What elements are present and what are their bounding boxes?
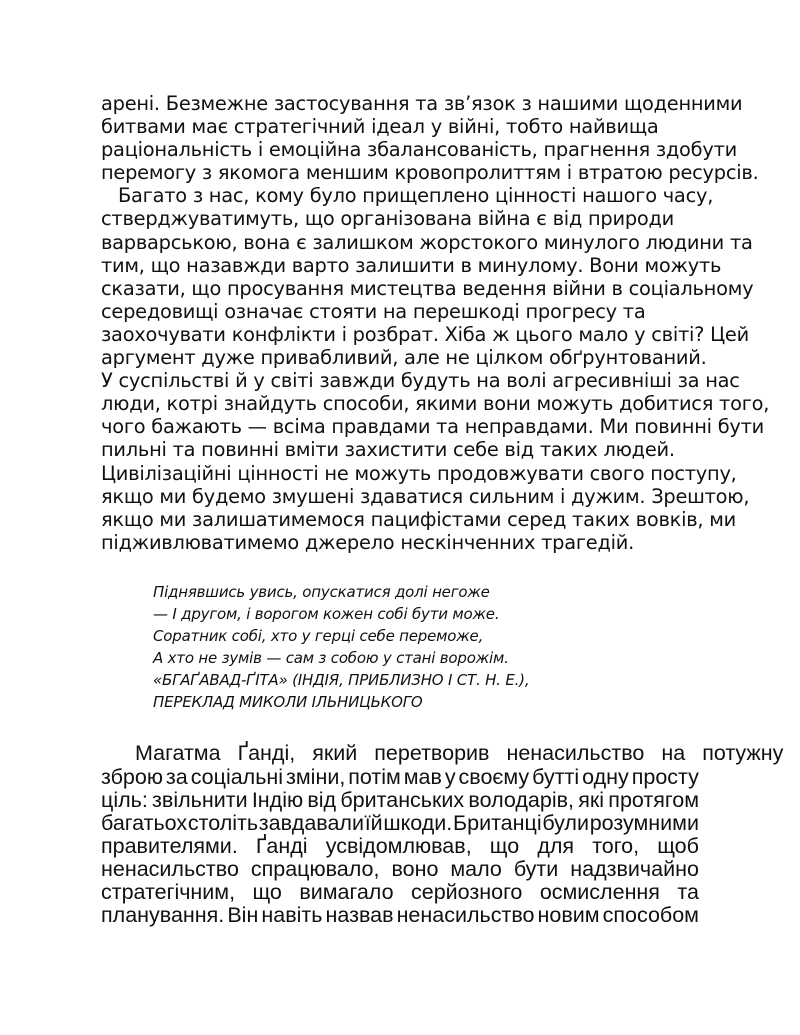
word: який: [312, 741, 358, 766]
word: перетворив: [374, 741, 490, 766]
word: назвав: [325, 903, 394, 928]
word: зміни,: [286, 764, 346, 789]
text-line: арені. Безмежне застосування та зв’язок з нашими щоденними: [101, 92, 743, 115]
word: для: [537, 833, 575, 858]
word: мало: [450, 856, 502, 881]
text-line: битвами має стратегічний ідеал у війні, тобто найвища: [101, 115, 659, 139]
word: ціль:: [101, 787, 148, 812]
word: їй: [364, 810, 383, 835]
text-line: тим, що назавжди варто залишити в минулому. Вони можуть: [101, 253, 722, 277]
word: Британці: [453, 810, 542, 835]
text-line: якщо ми залишатимемося пацифістами серед таких вовків, ми: [101, 507, 736, 531]
word: та: [677, 880, 699, 904]
word: володарів,: [468, 787, 574, 812]
text-line: сказати, що просування мистецтва ведення війни в соціальному: [101, 276, 754, 300]
word: що: [489, 833, 520, 858]
word: способом: [602, 903, 699, 928]
word: спрацювало,: [250, 856, 380, 881]
text-line: [101, 835, 699, 858]
word: надзвичайно: [570, 856, 699, 881]
document-page: [101, 92, 784, 928]
word: ненасильство: [101, 856, 239, 881]
quote-translator: ПЕРЕКЛАД МИКОЛИ ІЛЬНИЦЬКОГО: [153, 693, 423, 712]
word: планування.: [101, 903, 225, 928]
word: були: [542, 810, 589, 835]
word: за: [165, 764, 188, 789]
word: багатьох: [101, 810, 188, 835]
word: Ґанді,: [237, 741, 296, 766]
word: звільнити: [152, 787, 248, 812]
word: осмислення: [539, 880, 660, 904]
text-line: [101, 812, 699, 835]
word: Ґанді: [255, 833, 308, 858]
text-line: підживлюватимемо джерело нескінченних трагедій.: [101, 530, 635, 554]
text-line: [101, 766, 699, 789]
word: століть: [187, 810, 259, 835]
quote-line: — І другом, і ворогом кожен собі бути може.: [153, 604, 500, 623]
word: у: [444, 764, 456, 789]
paragraph-gandhi: [101, 741, 784, 928]
word: ненасильство: [396, 903, 535, 928]
word: правителями.: [101, 833, 238, 858]
word: шкоди.: [383, 810, 453, 835]
word: соціальні: [190, 764, 284, 789]
text-line: аргумент дуже привабливий, але не цілком обґрунтований.: [101, 346, 707, 370]
text-line: перемогу з якомога меншим кровопролиттям і втратою ресурсів.: [101, 161, 759, 185]
text-line: варварською, вона є залишком жорстокого минулого людини та: [101, 230, 753, 254]
text-line: Багато з нас, кому було прищеплено цінності нашого часу,: [118, 184, 714, 208]
word: щоб: [657, 833, 699, 858]
word: ненасильство: [506, 741, 645, 766]
paragraph-war-ideal: [101, 92, 770, 554]
word: потім: [348, 764, 401, 789]
text-line: люди, котрі знайдуть способи, якими вони можуть добитися того,: [101, 392, 770, 416]
word: які: [578, 787, 605, 812]
text-line: раціональність і емоційна збалансованість, прагнення здобути: [101, 138, 737, 162]
text-line: У суспільстві й у світі завжди будуть на волі агресивніші за нас: [101, 369, 740, 393]
word: Індію: [251, 787, 304, 812]
quote-line: Соратник собі, хто у герці себе переможе,: [153, 627, 484, 646]
word: воно: [391, 856, 439, 881]
word: бутті: [532, 764, 580, 789]
word: розумними: [589, 810, 699, 835]
text-line: середовищі означає стояти на перешкоді прогресу та: [101, 299, 646, 323]
word: зброю: [101, 764, 163, 789]
word: усвідомлював,: [325, 833, 472, 858]
word: британських: [340, 787, 465, 812]
word: навіть: [261, 903, 323, 928]
word: потужну: [702, 741, 784, 766]
word: новим: [537, 903, 600, 928]
text-line: [101, 789, 699, 812]
text-line: [101, 881, 699, 904]
word: бути: [513, 856, 559, 881]
word: серйозного: [410, 880, 523, 904]
word: вимагало: [299, 880, 394, 904]
word: на: [661, 741, 686, 766]
text-line: Цивілізаційні цінності не можуть продовжувати свого поступу,: [101, 461, 737, 485]
word: Він: [227, 903, 259, 928]
quote-line: Піднявшись увись, опускатися долі негоже: [153, 582, 490, 601]
quote-line: А хто не зумів — сам з собою у стані ворожім.: [153, 649, 509, 668]
word: завдавали: [258, 810, 364, 835]
text-line: [101, 858, 699, 881]
word: Магатма: [135, 741, 221, 766]
word: протягом: [608, 787, 699, 812]
text-line: якщо ми будемо змушені здаватися сильним і дужим. Зрештою,: [101, 484, 750, 508]
text-line: [101, 904, 699, 927]
word: того,: [592, 833, 640, 858]
word: мав: [403, 764, 442, 789]
word: своєму: [458, 764, 530, 789]
text-line: пильні та повинні вміти захистити себе від таких людей.: [101, 438, 675, 462]
word: що: [252, 880, 282, 904]
text-line: чого бажають — всіма правдами та неправдами. Ми повинні бути: [101, 415, 765, 439]
word: стратегічним,: [101, 880, 236, 904]
text-line: заохочувати конфлікти і розбрат. Хіба ж цього мало у світі? Цей: [101, 322, 749, 346]
word: від: [307, 787, 337, 812]
word: одну: [582, 764, 629, 789]
text-line: [101, 741, 784, 766]
text-line: стверджуватимуть, що організована війна є від природи: [101, 207, 674, 231]
quote-source: «БГАҐАВАД-ҐІТА» (ІНДІЯ, ПРИБЛИЗНО І СТ. Н. Е.),: [153, 671, 530, 690]
epigraph-quote: [153, 581, 699, 714]
word: просту: [631, 764, 699, 789]
